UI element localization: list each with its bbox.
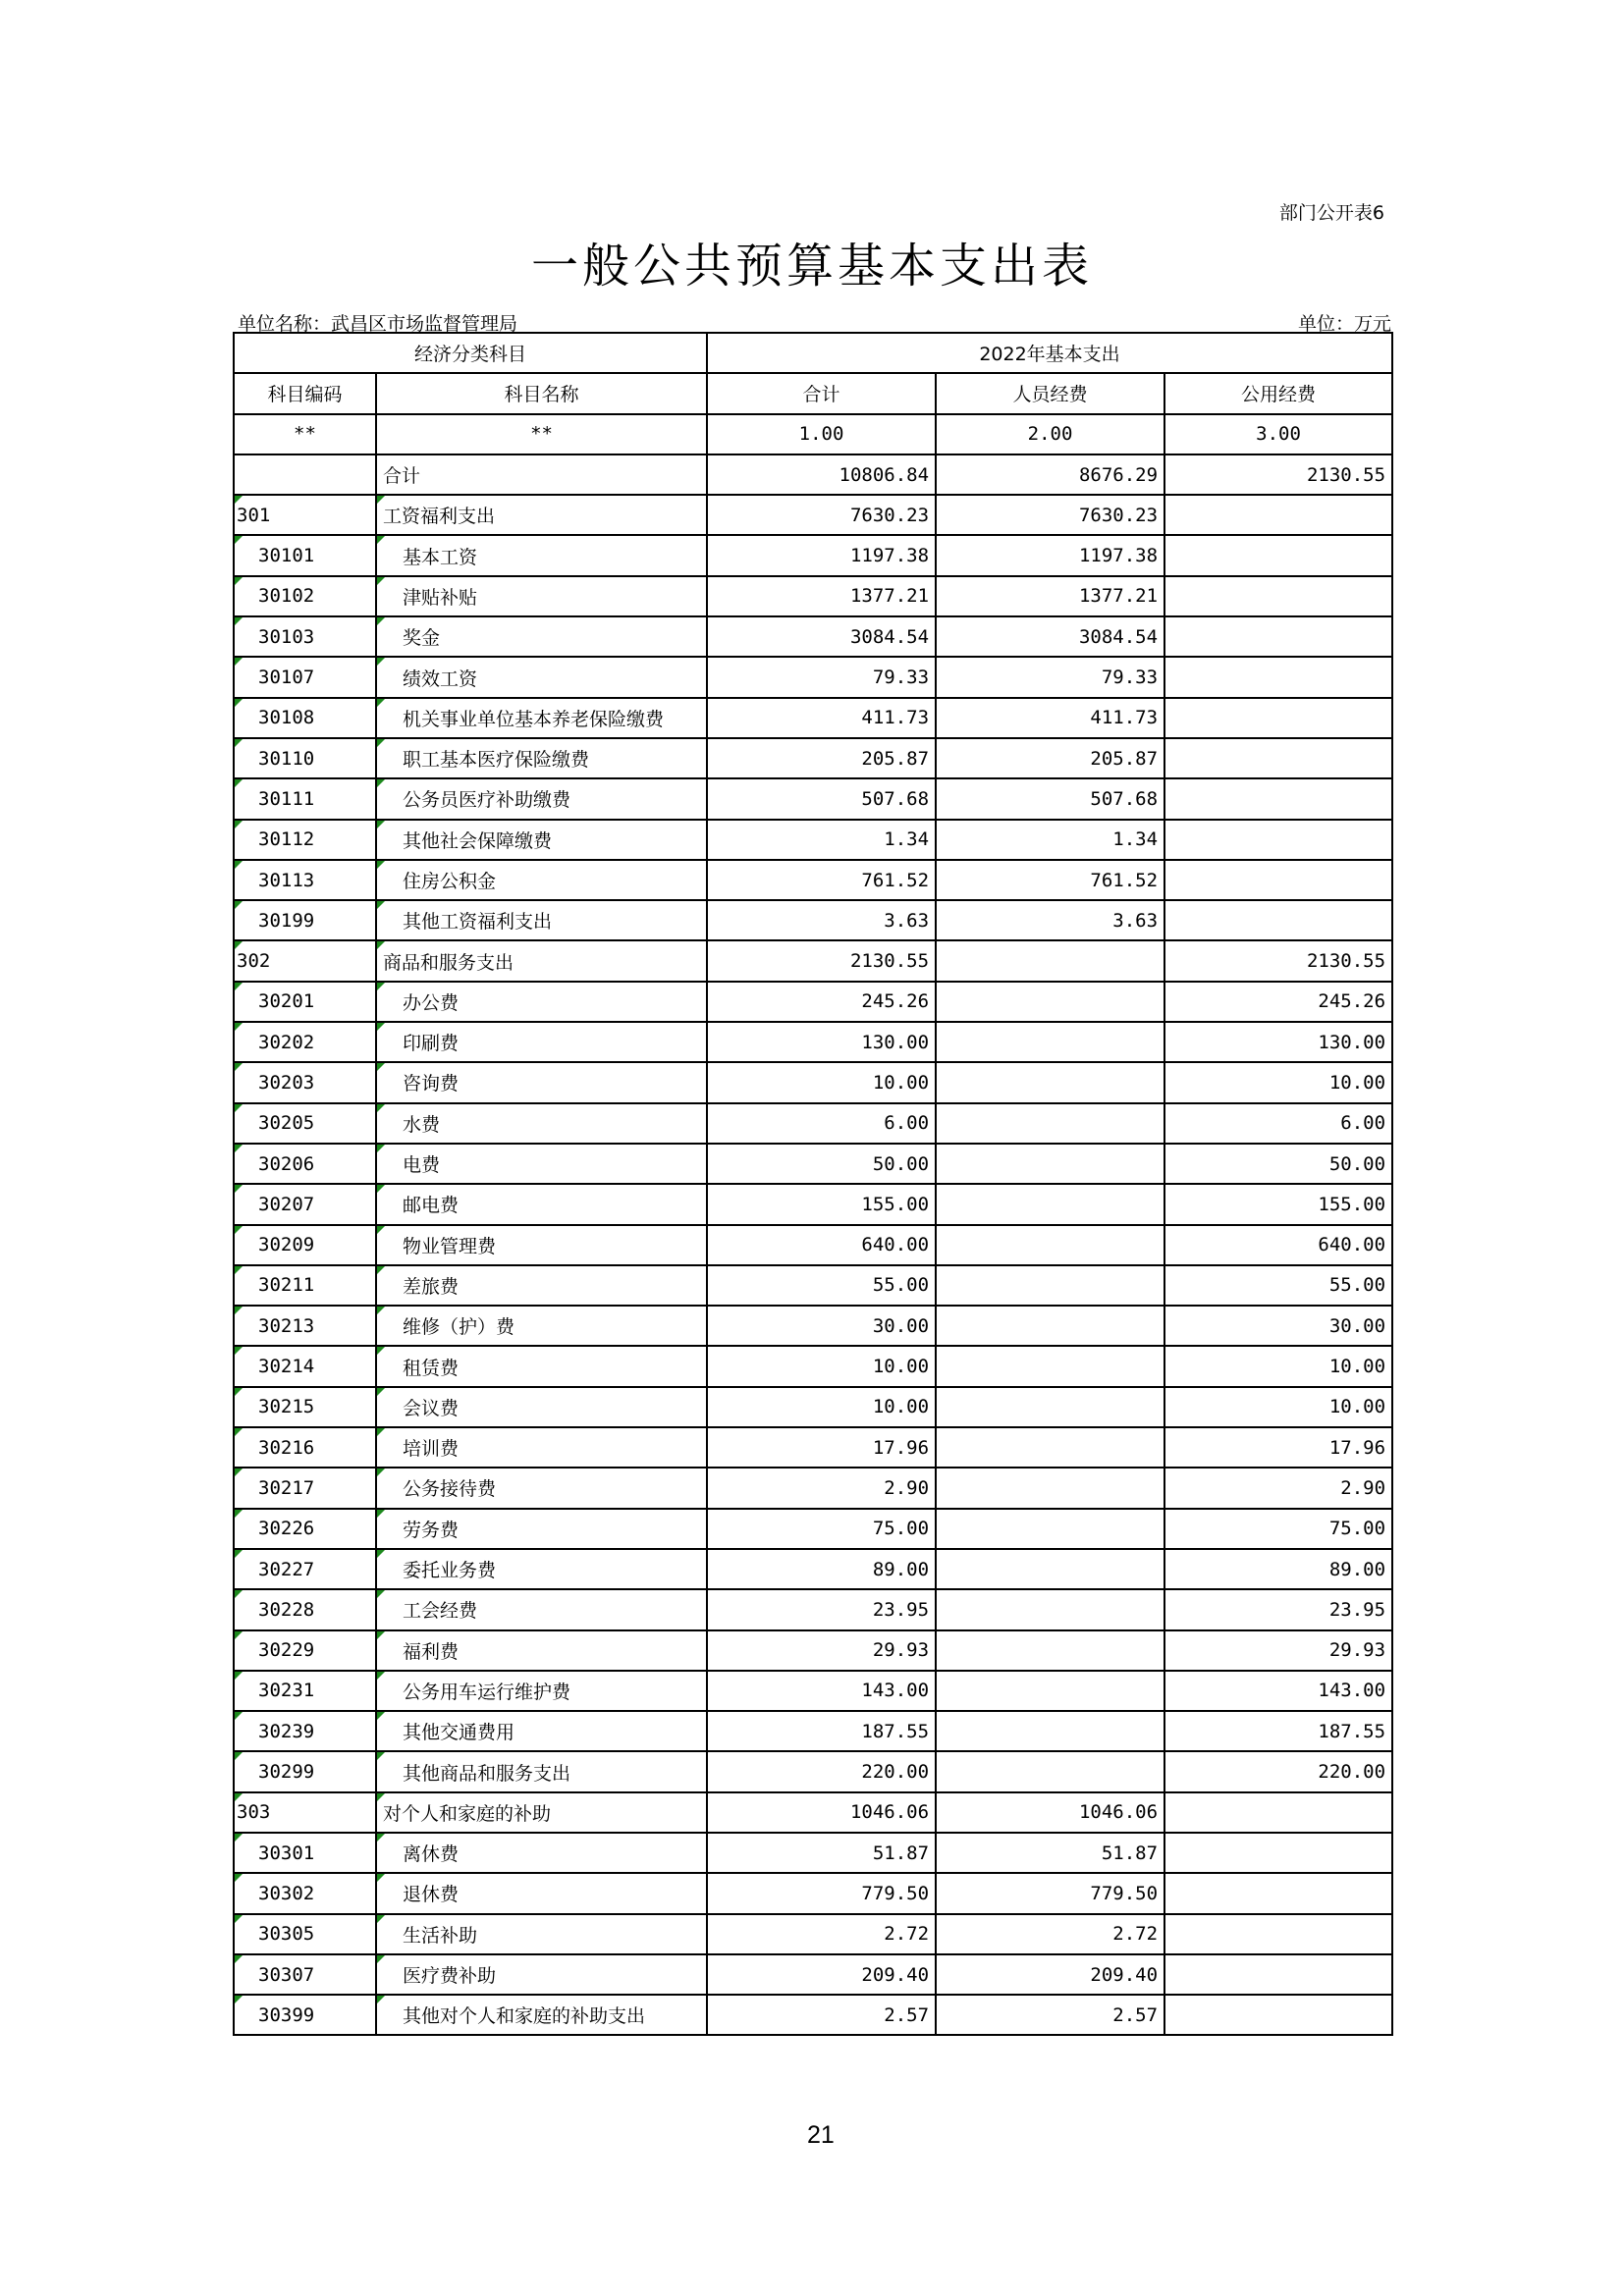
personnel-amount-cell: 411.73 (936, 698, 1164, 738)
column-header-total: 合计 (707, 373, 936, 413)
account-name-cell: 培训费 (376, 1427, 707, 1468)
total-amount-cell: 89.00 (707, 1549, 936, 1589)
public-amount-cell (1164, 495, 1392, 535)
group-header-row (234, 333, 1392, 373)
total-public-cell: 2130.55 (1164, 454, 1392, 495)
unit-label: 单位：万元 (1297, 313, 1391, 335)
index-cell: 2.00 (936, 414, 1164, 454)
account-code-cell: 30111 (234, 778, 376, 819)
account-code-cell: 30207 (234, 1184, 376, 1224)
account-code-cell: 30307 (234, 1954, 376, 1995)
total-amount-cell: 209.40 (707, 1954, 936, 1995)
public-amount-cell (1164, 820, 1392, 860)
total-amount-cell: 17.96 (707, 1427, 936, 1468)
account-code-cell: 30209 (234, 1225, 376, 1265)
total-amount-cell: 2130.55 (707, 940, 936, 981)
total-amount-cell: 2.90 (707, 1468, 936, 1508)
account-code-cell: 30215 (234, 1387, 376, 1427)
account-name-cell: 公务员医疗补助缴费 (376, 778, 707, 819)
public-amount-cell: 17.96 (1164, 1427, 1392, 1468)
unit-name: 单位名称：武昌区市场监督管理局 (238, 313, 518, 335)
public-amount-cell: 10.00 (1164, 1062, 1392, 1102)
column-header-public: 公用经费 (1164, 373, 1392, 413)
public-amount-cell (1164, 576, 1392, 616)
account-code-cell: 30213 (234, 1306, 376, 1346)
table-row (234, 1468, 1392, 1508)
total-amount-cell: 6.00 (707, 1103, 936, 1144)
account-name-cell: 劳务费 (376, 1509, 707, 1549)
account-code-cell: 30216 (234, 1427, 376, 1468)
account-name-cell: 委托业务费 (376, 1549, 707, 1589)
table-row (234, 738, 1392, 778)
personnel-amount-cell (936, 982, 1164, 1022)
total-amount-cell: 3.63 (707, 900, 936, 940)
total-amount-cell: 2.57 (707, 1995, 936, 2035)
public-amount-cell: 75.00 (1164, 1509, 1392, 1549)
account-code-cell: 301 (234, 495, 376, 535)
page-title: 一般公共预算基本支出表 (530, 239, 1093, 294)
personnel-amount-cell: 1.34 (936, 820, 1164, 860)
account-name-cell: 福利费 (376, 1630, 707, 1671)
account-name-cell: 印刷费 (376, 1022, 707, 1062)
account-code-cell: 30227 (234, 1549, 376, 1589)
account-name-cell: 离休费 (376, 1833, 707, 1873)
account-name-cell: 其他对个人和家庭的补助支出 (376, 1995, 707, 2035)
personnel-amount-cell (936, 1711, 1164, 1751)
total-amount-cell: 205.87 (707, 738, 936, 778)
account-code-cell: 30102 (234, 576, 376, 616)
budget-table (233, 332, 1393, 2036)
account-name-cell: 邮电费 (376, 1184, 707, 1224)
table-row (234, 820, 1392, 860)
public-amount-cell: 220.00 (1164, 1751, 1392, 1791)
table-row (234, 1792, 1392, 1833)
total-amount-cell: 640.00 (707, 1225, 936, 1265)
table-row (234, 1103, 1392, 1144)
public-amount-cell: 143.00 (1164, 1671, 1392, 1711)
table-row (234, 1589, 1392, 1629)
personnel-amount-cell: 2.72 (936, 1914, 1164, 1954)
account-code-cell: 30205 (234, 1103, 376, 1144)
public-amount-cell (1164, 535, 1392, 575)
table-row (234, 1346, 1392, 1386)
personnel-amount-cell: 209.40 (936, 1954, 1164, 1995)
personnel-amount-cell: 205.87 (936, 738, 1164, 778)
account-name-cell: 维修（护）费 (376, 1306, 707, 1346)
public-amount-cell: 2130.55 (1164, 940, 1392, 981)
account-code-cell: 30226 (234, 1509, 376, 1549)
total-amount-cell: 2.72 (707, 1914, 936, 1954)
total-amount-cell: 3084.54 (707, 616, 936, 657)
total-amount-cell: 1.34 (707, 820, 936, 860)
total-amount-cell: 10.00 (707, 1346, 936, 1386)
table-row (234, 1144, 1392, 1184)
personnel-amount-cell (936, 1671, 1164, 1711)
account-name-cell: 电费 (376, 1144, 707, 1184)
personnel-amount-cell: 3.63 (936, 900, 1164, 940)
table-row (234, 576, 1392, 616)
table-row (234, 1873, 1392, 1913)
total-amount-cell: 761.52 (707, 860, 936, 900)
total-code-cell (234, 454, 376, 495)
table-row (234, 1914, 1392, 1954)
public-amount-cell: 640.00 (1164, 1225, 1392, 1265)
public-amount-cell (1164, 698, 1392, 738)
account-code-cell: 30301 (234, 1833, 376, 1873)
account-name-cell: 办公费 (376, 982, 707, 1022)
table-row (234, 1833, 1392, 1873)
account-code-cell: 30203 (234, 1062, 376, 1102)
total-amount-cell: 51.87 (707, 1833, 936, 1873)
table-row (234, 1711, 1392, 1751)
account-name-cell: 租赁费 (376, 1346, 707, 1386)
table-row (234, 1751, 1392, 1791)
personnel-amount-cell: 1046.06 (936, 1792, 1164, 1833)
account-code-cell: 30199 (234, 900, 376, 940)
personnel-amount-cell (936, 1346, 1164, 1386)
table-row (234, 1954, 1392, 1995)
account-code-cell: 30302 (234, 1873, 376, 1913)
personnel-amount-cell (936, 1427, 1164, 1468)
total-amount-cell: 130.00 (707, 1022, 936, 1062)
account-code-cell: 30299 (234, 1751, 376, 1791)
account-name-cell: 工会经费 (376, 1589, 707, 1629)
account-name-cell: 公务用车运行维护费 (376, 1671, 707, 1711)
account-name-cell: 商品和服务支出 (376, 940, 707, 981)
table-row (234, 900, 1392, 940)
total-amount-cell: 75.00 (707, 1509, 936, 1549)
account-code-cell: 30239 (234, 1711, 376, 1751)
personnel-amount-cell: 1377.21 (936, 576, 1164, 616)
total-amount-cell: 79.33 (707, 657, 936, 697)
personnel-amount-cell (936, 1630, 1164, 1671)
account-name-cell: 公务接待费 (376, 1468, 707, 1508)
total-amount-cell: 245.26 (707, 982, 936, 1022)
account-name-cell: 退休费 (376, 1873, 707, 1913)
table-row (234, 698, 1392, 738)
table-row (234, 1549, 1392, 1589)
account-name-cell: 津贴补贴 (376, 576, 707, 616)
public-amount-cell: 6.00 (1164, 1103, 1392, 1144)
public-amount-cell (1164, 1873, 1392, 1913)
account-name-cell: 其他商品和服务支出 (376, 1751, 707, 1791)
personnel-amount-cell (936, 1751, 1164, 1791)
public-amount-cell (1164, 1954, 1392, 1995)
table-row (234, 1387, 1392, 1427)
public-amount-cell: 10.00 (1164, 1387, 1392, 1427)
column-header-personnel: 人员经费 (936, 373, 1164, 413)
account-code-cell: 30108 (234, 698, 376, 738)
table-row (234, 860, 1392, 900)
account-code-cell: 30101 (234, 535, 376, 575)
column-header-code: 科目编码 (234, 373, 376, 413)
total-amount-cell: 187.55 (707, 1711, 936, 1751)
table-row (234, 1995, 1392, 2035)
personnel-amount-cell (936, 1062, 1164, 1102)
personnel-amount-cell: 79.33 (936, 657, 1164, 697)
public-amount-cell (1164, 616, 1392, 657)
table-row (234, 982, 1392, 1022)
index-cell: ** (376, 414, 707, 454)
group-header-basic-expense: 2022年基本支出 (707, 333, 1392, 373)
table-row (234, 657, 1392, 697)
table-row (234, 495, 1392, 535)
personnel-amount-cell: 1197.38 (936, 535, 1164, 575)
public-amount-cell: 55.00 (1164, 1265, 1392, 1306)
account-name-cell: 其他交通费用 (376, 1711, 707, 1751)
personnel-amount-cell (936, 1265, 1164, 1306)
total-amount-cell: 10.00 (707, 1387, 936, 1427)
personnel-amount-cell: 761.52 (936, 860, 1164, 900)
personnel-amount-cell (936, 1589, 1164, 1629)
account-name-cell: 其他社会保障缴费 (376, 820, 707, 860)
personnel-amount-cell: 51.87 (936, 1833, 1164, 1873)
table-row (234, 1225, 1392, 1265)
public-amount-cell (1164, 1914, 1392, 1954)
public-amount-cell: 2.90 (1164, 1468, 1392, 1508)
account-code-cell: 30107 (234, 657, 376, 697)
public-amount-cell: 89.00 (1164, 1549, 1392, 1589)
table-code: 部门公开表6 (1278, 202, 1384, 224)
table-row (234, 535, 1392, 575)
personnel-amount-cell (936, 1549, 1164, 1589)
table-row (234, 1265, 1392, 1306)
account-name-cell: 职工基本医疗保险缴费 (376, 738, 707, 778)
personnel-amount-cell: 7630.23 (936, 495, 1164, 535)
total-personnel-cell: 8676.29 (936, 454, 1164, 495)
total-amount-cell: 55.00 (707, 1265, 936, 1306)
index-cell: 3.00 (1164, 414, 1392, 454)
table-row (234, 1184, 1392, 1224)
group-header-economic: 经济分类科目 (234, 333, 707, 373)
total-amount-cell: 30.00 (707, 1306, 936, 1346)
account-name-cell: 生活补助 (376, 1914, 707, 1954)
total-amount-cell: 23.95 (707, 1589, 936, 1629)
public-amount-cell: 23.95 (1164, 1589, 1392, 1629)
account-name-cell: 住房公积金 (376, 860, 707, 900)
column-header-name: 科目名称 (376, 373, 707, 413)
page-number: 21 (807, 2121, 835, 2149)
account-code-cell: 302 (234, 940, 376, 981)
total-amount-cell: 1046.06 (707, 1792, 936, 1833)
public-amount-cell (1164, 657, 1392, 697)
account-name-cell: 物业管理费 (376, 1225, 707, 1265)
personnel-amount-cell (936, 1387, 1164, 1427)
total-amount-cell: 411.73 (707, 698, 936, 738)
total-amount-cell: 143.00 (707, 1671, 936, 1711)
public-amount-cell (1164, 1995, 1392, 2035)
account-name-cell: 水费 (376, 1103, 707, 1144)
personnel-amount-cell: 3084.54 (936, 616, 1164, 657)
total-amount-cell: 10.00 (707, 1062, 936, 1102)
total-amount-cell: 29.93 (707, 1630, 936, 1671)
personnel-amount-cell: 507.68 (936, 778, 1164, 819)
public-amount-cell (1164, 1833, 1392, 1873)
table-row (234, 940, 1392, 981)
personnel-amount-cell (936, 1468, 1164, 1508)
account-name-cell: 会议费 (376, 1387, 707, 1427)
account-code-cell: 30113 (234, 860, 376, 900)
table-row (234, 1022, 1392, 1062)
public-amount-cell: 245.26 (1164, 982, 1392, 1022)
table-row (234, 1671, 1392, 1711)
account-code-cell: 30202 (234, 1022, 376, 1062)
account-name-cell: 对个人和家庭的补助 (376, 1792, 707, 1833)
account-code-cell: 30110 (234, 738, 376, 778)
public-amount-cell: 10.00 (1164, 1346, 1392, 1386)
account-name-cell: 机关事业单位基本养老保险缴费 (376, 698, 707, 738)
public-amount-cell (1164, 738, 1392, 778)
account-code-cell: 30229 (234, 1630, 376, 1671)
account-code-cell: 30231 (234, 1671, 376, 1711)
account-code-cell: 30305 (234, 1914, 376, 1954)
account-code-cell: 30206 (234, 1144, 376, 1184)
public-amount-cell: 187.55 (1164, 1711, 1392, 1751)
account-name-cell: 咨询费 (376, 1062, 707, 1102)
index-cell: 1.00 (707, 414, 936, 454)
account-name-cell: 绩效工资 (376, 657, 707, 697)
personnel-amount-cell (936, 1022, 1164, 1062)
account-name-cell: 基本工资 (376, 535, 707, 575)
public-amount-cell: 130.00 (1164, 1022, 1392, 1062)
total-amount-cell: 779.50 (707, 1873, 936, 1913)
public-amount-cell: 30.00 (1164, 1306, 1392, 1346)
personnel-amount-cell (936, 1184, 1164, 1224)
total-amount-cell: 1377.21 (707, 576, 936, 616)
total-amount-cell: 10806.84 (707, 454, 936, 495)
account-code-cell: 30112 (234, 820, 376, 860)
column-header-row (234, 373, 1392, 413)
account-code-cell: 30399 (234, 1995, 376, 2035)
account-name-cell: 工资福利支出 (376, 495, 707, 535)
account-name-cell: 奖金 (376, 616, 707, 657)
total-amount-cell: 1197.38 (707, 535, 936, 575)
account-name-cell: 差旅费 (376, 1265, 707, 1306)
account-name-cell: 医疗费补助 (376, 1954, 707, 1995)
table-row (234, 1509, 1392, 1549)
total-amount-cell: 507.68 (707, 778, 936, 819)
table-row (234, 1630, 1392, 1671)
public-amount-cell (1164, 778, 1392, 819)
personnel-amount-cell (936, 1144, 1164, 1184)
total-amount-cell: 7630.23 (707, 495, 936, 535)
personnel-amount-cell (936, 1509, 1164, 1549)
account-code-cell: 30201 (234, 982, 376, 1022)
personnel-amount-cell (936, 1103, 1164, 1144)
index-row (234, 414, 1392, 454)
table-row (234, 778, 1392, 819)
total-row (234, 454, 1392, 495)
public-amount-cell: 29.93 (1164, 1630, 1392, 1671)
personnel-amount-cell (936, 1306, 1164, 1346)
personnel-amount-cell (936, 940, 1164, 981)
account-code-cell: 30103 (234, 616, 376, 657)
total-name-cell: 合计 (376, 454, 707, 495)
total-amount-cell: 50.00 (707, 1144, 936, 1184)
total-amount-cell: 155.00 (707, 1184, 936, 1224)
account-code-cell: 30228 (234, 1589, 376, 1629)
personnel-amount-cell (936, 1225, 1164, 1265)
personnel-amount-cell: 2.57 (936, 1995, 1164, 2035)
account-code-cell: 30211 (234, 1265, 376, 1306)
account-name-cell: 其他工资福利支出 (376, 900, 707, 940)
index-cell: ** (234, 414, 376, 454)
table-row (234, 1062, 1392, 1102)
public-amount-cell (1164, 1792, 1392, 1833)
account-code-cell: 30214 (234, 1346, 376, 1386)
account-code-cell: 30217 (234, 1468, 376, 1508)
table-row (234, 616, 1392, 657)
public-amount-cell (1164, 860, 1392, 900)
table-row (234, 1427, 1392, 1468)
account-code-cell: 303 (234, 1792, 376, 1833)
public-amount-cell: 50.00 (1164, 1144, 1392, 1184)
table-row (234, 1306, 1392, 1346)
total-amount-cell: 220.00 (707, 1751, 936, 1791)
public-amount-cell (1164, 900, 1392, 940)
public-amount-cell: 155.00 (1164, 1184, 1392, 1224)
personnel-amount-cell: 779.50 (936, 1873, 1164, 1913)
